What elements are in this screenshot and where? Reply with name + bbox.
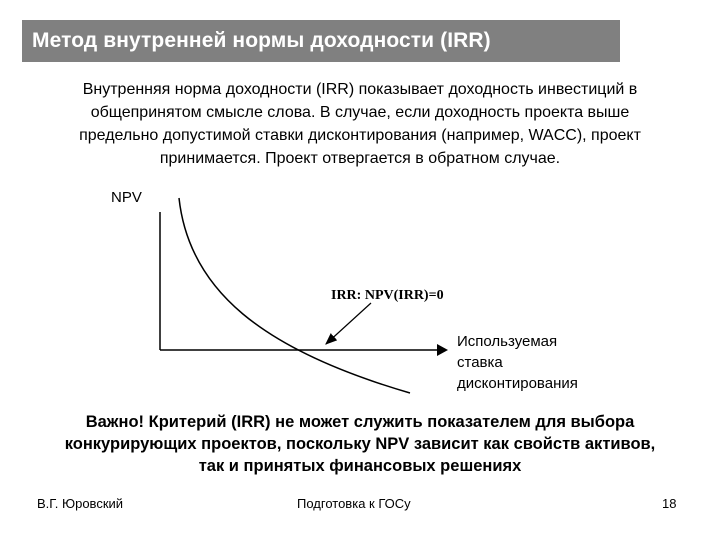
note-line: конкурирующих проектов, поскольку NPV зависит как свойств активов, [64, 435, 656, 453]
irr-pointer-arrow [326, 303, 371, 344]
footer-course: Подготовка к ГОСу [297, 496, 411, 511]
footer-author: В.Г. Юровский [37, 496, 124, 511]
page-number: 18 [662, 496, 677, 511]
x-axis-label-line: Используемая [457, 333, 558, 350]
slide-title: Метод внутренней нормы доходности (IRR) [32, 29, 491, 52]
x-axis-arrowhead [437, 344, 448, 356]
note-line: Важно! Критерий (IRR) не может служить показателем для выбора [85, 413, 635, 431]
intro-line: предельно допустимой ставки дисконтирования (например, WACC), проект [79, 127, 641, 144]
irr-annotation: IRR: NPV(IRR)=0 [331, 288, 444, 303]
intro-line: общепринятом смысле слова. В случае, если доходность проекта выше [90, 104, 630, 121]
x-axis-label-line: ставка [457, 354, 503, 371]
note-line: так и принятых финансовых решениях [198, 457, 522, 475]
intro-line: принимается. Проект отвергается в обратном случае. [159, 150, 561, 167]
y-axis-label: NPV [111, 189, 142, 206]
important-note [30, 411, 690, 477]
x-axis-label-line: дисконтирования [457, 375, 578, 392]
intro-line: Внутренняя норма доходности (IRR) показывает доходность инвестиций в [82, 81, 638, 98]
